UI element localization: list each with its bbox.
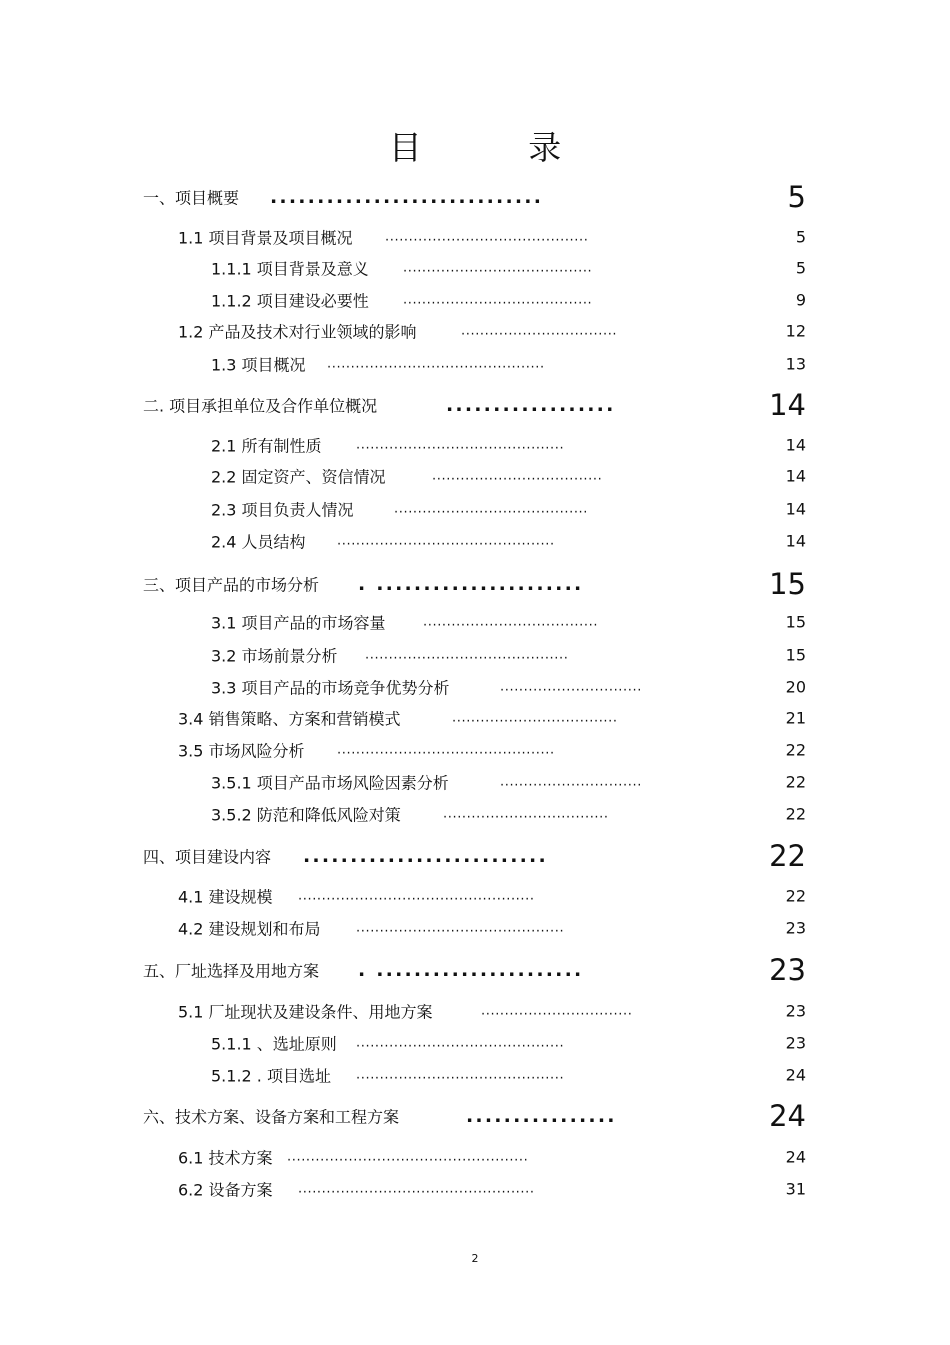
toc-page-number: 14 — [769, 388, 806, 422]
toc-section-entry[interactable] — [0, 1060, 950, 1090]
toc-page-number: 23 — [785, 918, 806, 938]
toc-page-number: 22 — [785, 772, 806, 792]
toc-entry-label: 1.1.2 项目建设必要性 — [211, 291, 369, 311]
toc-page-number: 22 — [785, 886, 806, 906]
toc-leader-dots: ............................................ — [356, 437, 565, 453]
toc-page-number: 22 — [769, 839, 806, 873]
toc-entry-label: 4.1 建设规模 — [178, 887, 273, 907]
toc-section-entry[interactable] — [0, 1174, 950, 1204]
toc-entry-label: 1.1 项目背景及项目概况 — [178, 228, 353, 248]
toc-entry-label: 4.2 建设规划和布局 — [178, 919, 321, 939]
toc-page-number: 14 — [785, 435, 806, 455]
toc-chapter-entry[interactable] — [0, 569, 950, 599]
toc-page-number: 21 — [785, 708, 806, 728]
toc-leader-dots: ............................. — [270, 186, 544, 208]
toc-section-entry[interactable] — [0, 1028, 950, 1058]
toc-leader-dots: .................. — [446, 394, 616, 416]
toc-section-entry[interactable] — [0, 799, 950, 829]
toc-leader-dots: ......................................... — [394, 501, 589, 517]
toc-leader-dots: ................................... — [452, 710, 618, 726]
toc-entry-label: 二. 项目承担单位及合作单位概况 — [143, 396, 378, 416]
toc-chapter-entry[interactable] — [0, 841, 950, 871]
toc-section-entry[interactable] — [0, 735, 950, 765]
toc-leader-dots: ............................................ — [356, 1035, 565, 1051]
toc-section-entry[interactable] — [0, 461, 950, 491]
toc-page-number: 31 — [785, 1179, 806, 1199]
toc-leader-dots: ................................. — [461, 323, 618, 339]
toc-entry-label: 3.5.2 防范和降低风险对策 — [211, 805, 401, 825]
toc-section-entry[interactable] — [0, 526, 950, 556]
toc-entry-label: 2.2 固定资产、资信情况 — [211, 467, 386, 487]
toc-entry-label: 5.1.2 . 项目选址 — [211, 1066, 331, 1086]
toc-entry-label: 五、厂址选择及用地方案 — [143, 961, 320, 981]
toc-leader-dots: .............................................. — [327, 356, 545, 372]
toc-leader-dots: ................................ — [481, 1003, 633, 1019]
toc-entry-label: 1.3 项目概况 — [211, 355, 306, 375]
toc-section-entry[interactable] — [0, 222, 950, 252]
toc-section-entry[interactable] — [0, 430, 950, 460]
toc-leader-dots: ................ — [466, 1105, 617, 1127]
toc-leader-dots: .............................. — [500, 679, 642, 695]
toc-chapter-entry[interactable] — [0, 955, 950, 985]
toc-page-number: 5 — [795, 258, 806, 278]
toc-section-entry[interactable] — [0, 996, 950, 1026]
page-number: 2 — [471, 1252, 479, 1265]
toc-entry-label: 6.1 技术方案 — [178, 1148, 273, 1168]
toc-page-number: 14 — [785, 466, 806, 486]
toc-entry-label: 5.1.1 、选址原则 — [211, 1034, 337, 1054]
toc-entry-label: 3.1 项目产品的市场容量 — [211, 613, 386, 633]
toc-section-entry[interactable] — [0, 316, 950, 346]
toc-leader-dots: ........................................... — [365, 647, 569, 663]
toc-leader-dots: ........................................... — [385, 229, 589, 245]
toc-page-number: 5 — [795, 227, 806, 247]
toc-section-entry[interactable] — [0, 703, 950, 733]
toc-page-number: 20 — [785, 677, 806, 697]
toc-section-entry[interactable] — [0, 1142, 950, 1172]
toc-leader-dots: .................................................. — [298, 888, 535, 904]
toc-entry-label: 2.3 项目负责人情况 — [211, 500, 354, 520]
toc-page-number: 24 — [769, 1099, 806, 1133]
toc-entry-label: 1.2 产品及技术对行业领域的影响 — [178, 322, 417, 342]
toc-section-entry[interactable] — [0, 253, 950, 283]
toc-entry-label: 2.4 人员结构 — [211, 532, 306, 552]
toc-page-number: 5 — [787, 180, 806, 214]
toc-leader-dots: ............................................ — [356, 920, 565, 936]
toc-page-number: 15 — [785, 645, 806, 665]
toc-section-entry[interactable] — [0, 672, 950, 702]
toc-section-entry[interactable] — [0, 349, 950, 379]
toc-section-entry[interactable] — [0, 913, 950, 943]
toc-section-entry[interactable] — [0, 881, 950, 911]
toc-leader-dots: .......................... — [303, 845, 548, 867]
toc-entry-label: 3.3 项目产品的市场竞争优势分析 — [211, 678, 450, 698]
toc-entry-label: 3.5 市场风险分析 — [178, 741, 305, 761]
toc-leader-dots: ................................................... — [287, 1149, 529, 1165]
toc-section-entry[interactable] — [0, 640, 950, 670]
toc-entry-label: 6.2 设备方案 — [178, 1180, 273, 1200]
toc-page-number: 22 — [785, 804, 806, 824]
toc-leader-dots: ..................................... — [423, 614, 599, 630]
toc-entry-label: 一、项目概要 — [143, 188, 240, 208]
toc-leader-dots: ........................................ — [403, 292, 593, 308]
toc-section-entry[interactable] — [0, 767, 950, 797]
toc-leader-dots: .............................. — [500, 774, 642, 790]
toc-leader-dots: .................................... — [432, 468, 603, 484]
toc-entry-label: 5.1 厂址现状及建设条件、用地方案 — [178, 1002, 433, 1022]
toc-leader-dots: . ...................... — [358, 959, 584, 981]
toc-section-entry[interactable] — [0, 494, 950, 524]
toc-page-number: 14 — [785, 499, 806, 519]
toc-page-number: 24 — [785, 1065, 806, 1085]
toc-entry-label: 2.1 所有制性质 — [211, 436, 322, 456]
toc-chapter-entry[interactable] — [0, 390, 950, 420]
toc-entry-label: 六、技术方案、设备方案和工程方案 — [143, 1107, 400, 1127]
toc-entry-label: 三、项目产品的市场分析 — [143, 575, 320, 595]
toc-leader-dots: .............................................. — [337, 533, 555, 549]
toc-page-number: 9 — [795, 290, 806, 310]
toc-entry-label: 3.5.1 项目产品市场风险因素分析 — [211, 773, 449, 793]
toc-leader-dots: . ...................... — [358, 573, 584, 595]
toc-page-number: 15 — [785, 612, 806, 632]
toc-page-number: 24 — [785, 1147, 806, 1167]
toc-page-number: 13 — [785, 354, 806, 374]
toc-leader-dots: ................................... — [443, 806, 609, 822]
toc-leader-dots: .................................................. — [298, 1181, 535, 1197]
toc-page-number: 12 — [785, 321, 806, 341]
toc-page-number: 23 — [769, 953, 806, 987]
toc-entry-label: 1.1.1 项目背景及意义 — [211, 259, 369, 279]
toc-leader-dots: ............................................ — [356, 1067, 565, 1083]
toc-leader-dots: ........................................ — [403, 260, 593, 276]
toc-section-entry[interactable] — [0, 285, 950, 315]
toc-chapter-entry[interactable] — [0, 1101, 950, 1131]
toc-page-number: 22 — [785, 740, 806, 760]
toc-leader-dots: .............................................. — [337, 742, 555, 758]
toc-chapter-entry[interactable] — [0, 182, 950, 212]
toc-entry-label: 3.2 市场前景分析 — [211, 646, 338, 666]
toc-page-number: 15 — [769, 567, 806, 601]
toc-page-number: 14 — [785, 531, 806, 551]
toc-section-entry[interactable] — [0, 607, 950, 637]
toc-page-number: 23 — [785, 1033, 806, 1053]
toc-entry-label: 四、项目建设内容 — [143, 847, 272, 867]
toc-title: 目 录 — [388, 128, 610, 167]
toc-entry-label: 3.4 销售策略、方案和营销模式 — [178, 709, 401, 729]
toc-page-number: 23 — [785, 1001, 806, 1021]
